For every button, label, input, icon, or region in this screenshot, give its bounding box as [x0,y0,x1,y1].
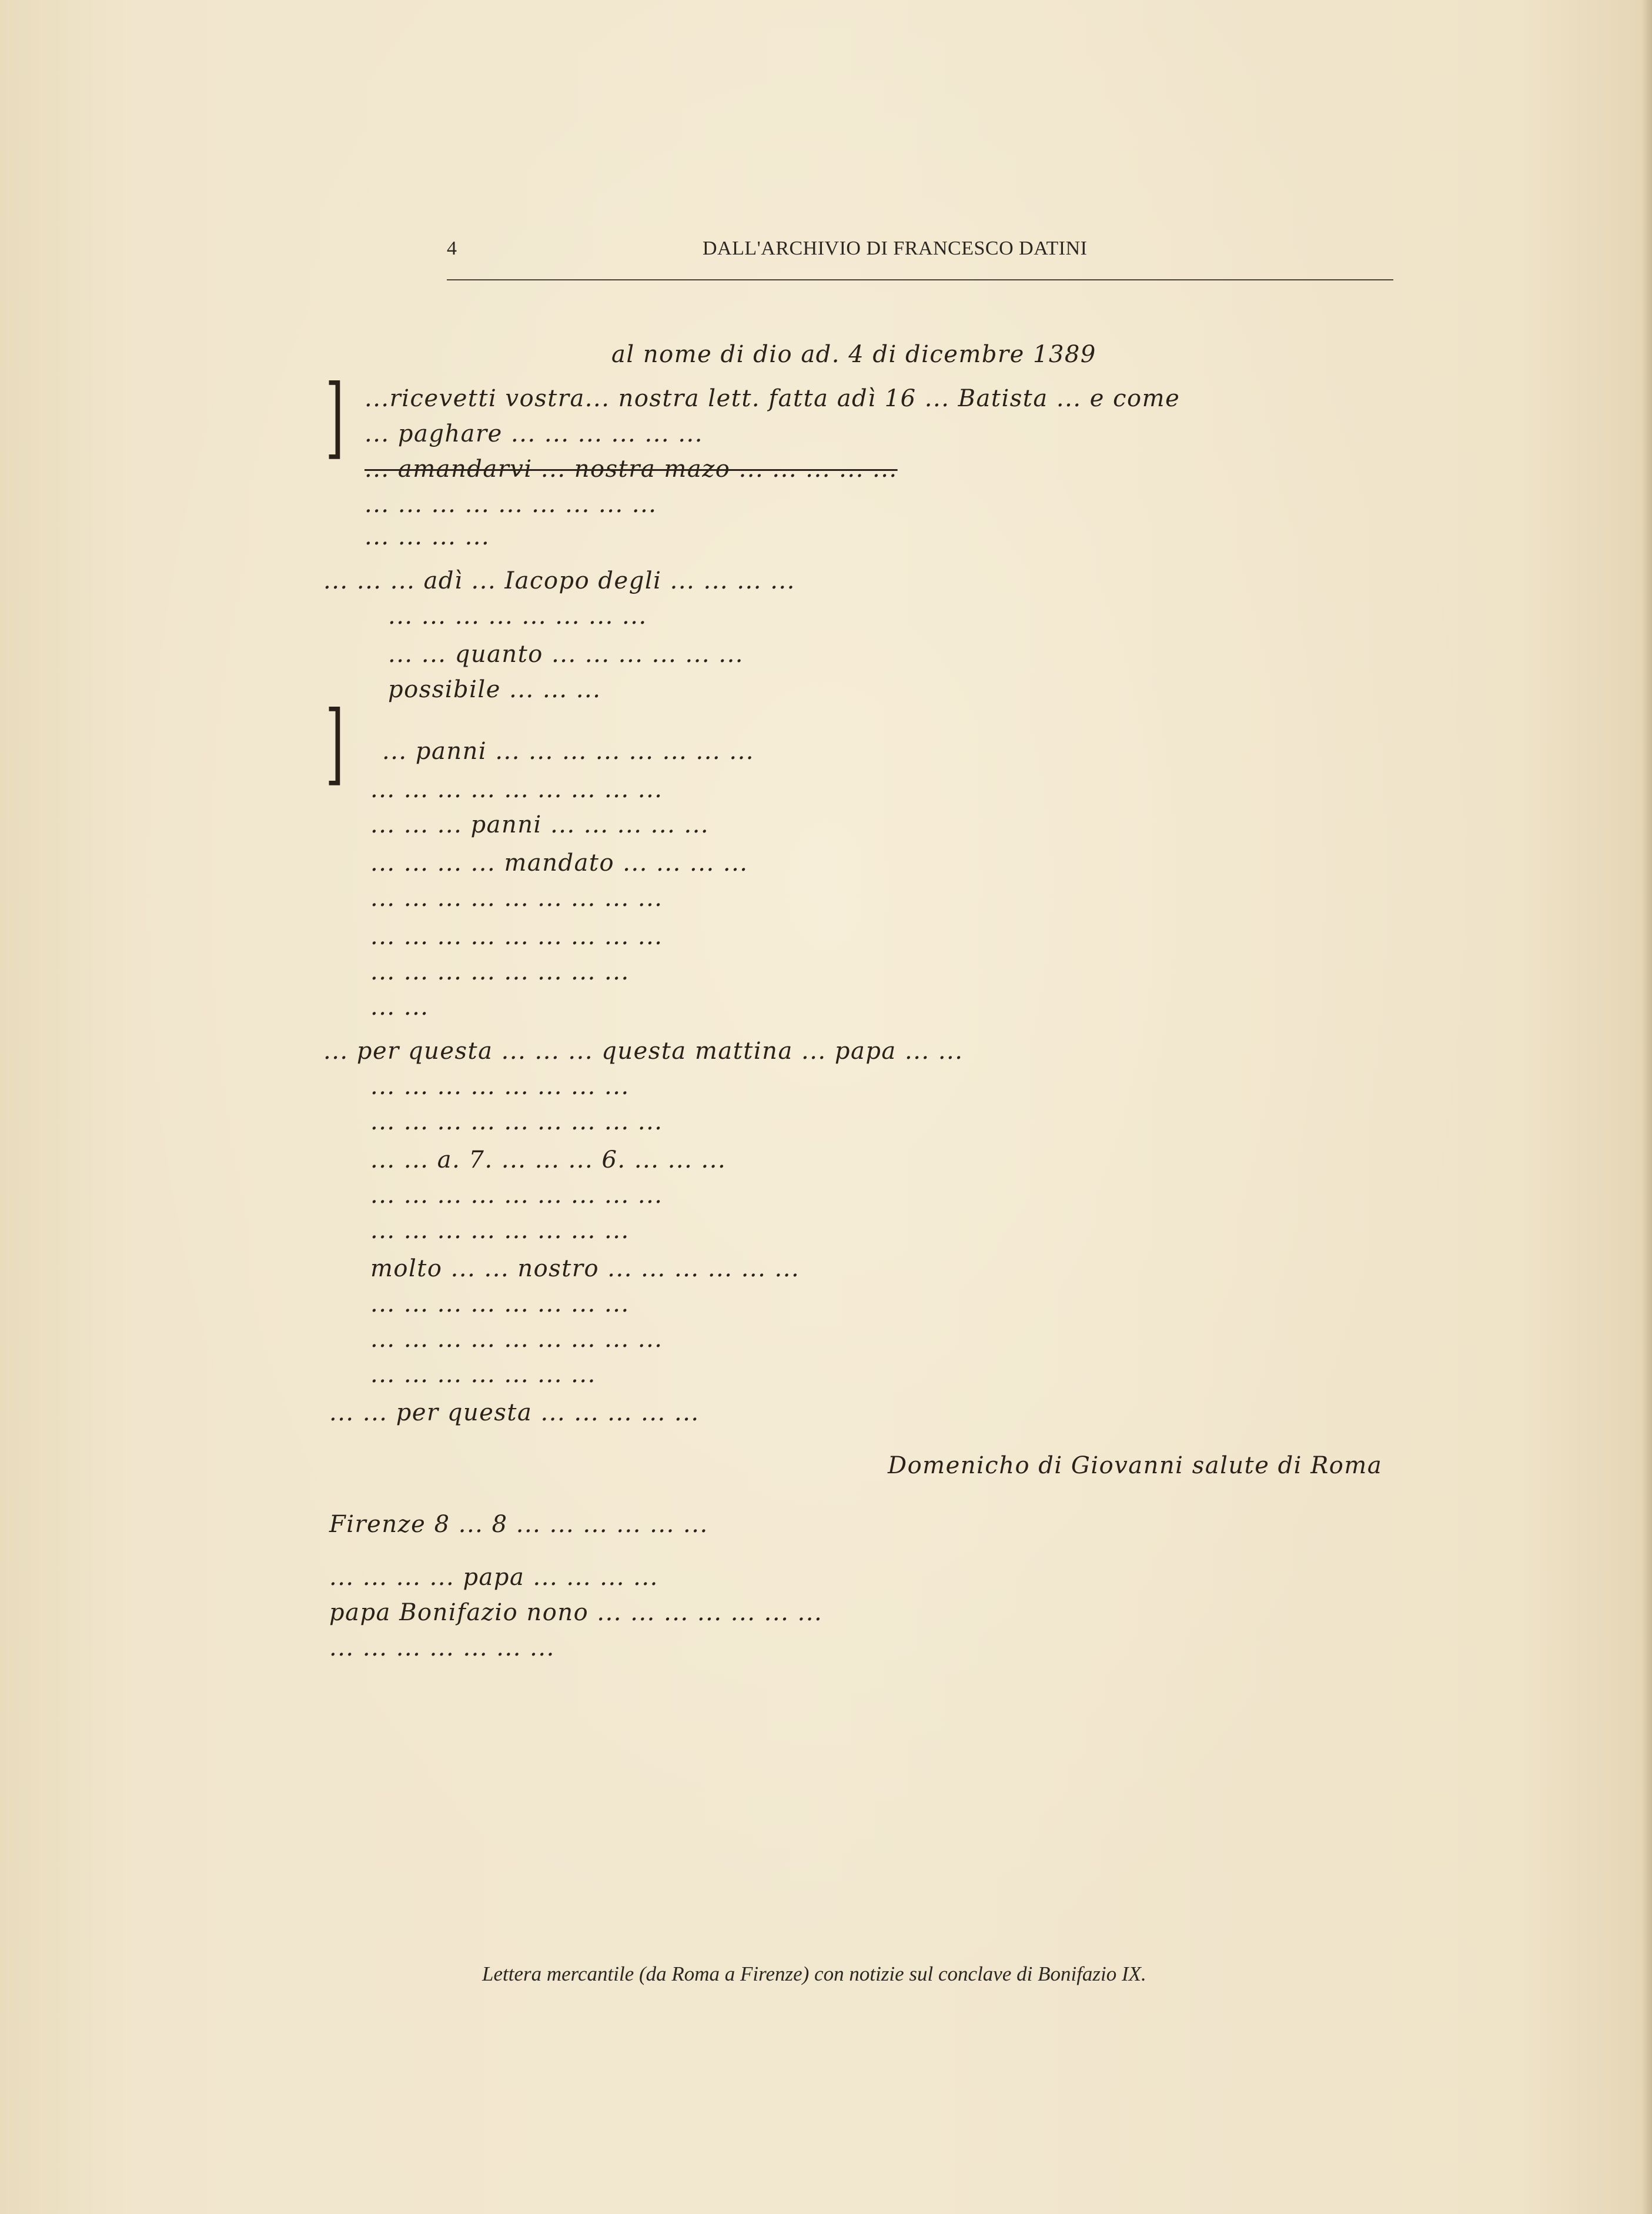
manuscript-line: ... ... ... ... ... ... ... ... [370,1217,630,1244]
manuscript-line: ... paghare ... ... ... ... ... ... [364,420,703,447]
manuscript-line: ... ... ... ... ... ... ... ... ... [370,1326,663,1353]
figure-caption: Lettera mercantile (da Roma a Firenze) con notizie sul conclave di Bonifazio IX. [482,1962,1146,1985]
manuscript-line: ... ... ... ... ... ... ... [370,1361,596,1388]
page-number: 4 [447,238,457,259]
manuscript-line: ... per questa ... ... ... questa mattina ... papa ... ... [323,1038,964,1065]
manuscript-line: ... ... ... ... ... ... ... ... [370,1073,630,1100]
page-edge-shadow [1641,0,1652,2214]
manuscript-line: al nome di dio ad. 4 di dicembre 1389 [611,341,1096,368]
manuscript-line: ... ... ... ... ... ... ... ... ... [364,491,657,518]
manuscript-line: ... ... ... ... ... ... ... ... [388,603,647,630]
manuscript-line: ... ... a. 7. ... ... ... 6. ... ... ... [370,1146,727,1173]
manuscript-line: molto ... ... nostro ... ... ... ... ... ... [370,1255,800,1282]
manuscript-line: ... ... ... ... ... ... ... ... ... [370,1182,663,1209]
manuscript-line: ... ... ... ... mandato ... ... ... ... [370,850,748,877]
manuscript-line: ... ... ... ... [364,523,490,550]
manuscript-line: ... ... ... ... ... ... ... ... ... [370,776,663,803]
header-rule [447,279,1393,280]
manuscript-line: ... ... quanto ... ... ... ... ... ... [388,641,744,668]
manuscript-line: ... ... ... panni ... ... ... ... ... [370,811,710,838]
manuscript-line: ... ... ... ... ... ... ... ... ... [370,923,663,950]
manuscript-facsimile [306,329,1529,1775]
manuscript-line: ... panni ... ... ... ... ... ... ... ... [382,738,755,765]
manuscript-line: Firenze 8 ... 8 ... ... ... ... ... ... [329,1511,708,1538]
manuscript-line: ... ... ... ... ... ... ... [329,1634,555,1661]
manuscript-line: ... ... ... ... papa ... ... ... ... [329,1564,658,1591]
manuscript-line: possibile ... ... ... [388,676,601,703]
paragraph-mark: ] [325,366,345,469]
manuscript-line: ... ... ... adì ... Iacopo degli ... ... ... ... [323,567,795,594]
manuscript-line: ... amandarvi ... nostra mazo ... ... ... ... ... [364,456,898,483]
manuscript-line: ... ... ... ... ... ... ... ... [370,958,630,985]
manuscript-line: ...ricevetti vostra... nostra lett. fatta adì 16 ... Batista ... e come [364,385,1181,412]
manuscript-line: ... ... ... ... ... ... ... ... [370,1290,630,1317]
running-title: DALL'ARCHIVIO DI FRANCESCO DATINI [703,238,1088,259]
page-header [447,235,1393,282]
manuscript-signature: Domenicho di Giovanni salute di Roma [888,1452,1383,1479]
manuscript-line: ... ... [370,994,429,1021]
manuscript-line: ... ... ... ... ... ... ... ... ... [370,885,663,912]
manuscript-line: ... ... per questa ... ... ... ... ... [329,1399,700,1426]
manuscript-line: ... ... ... ... ... ... ... ... ... [370,1108,663,1135]
manuscript-line: papa Bonifazio nono ... ... ... ... ... ... ... [329,1599,823,1626]
paragraph-mark: ] [325,693,345,795]
